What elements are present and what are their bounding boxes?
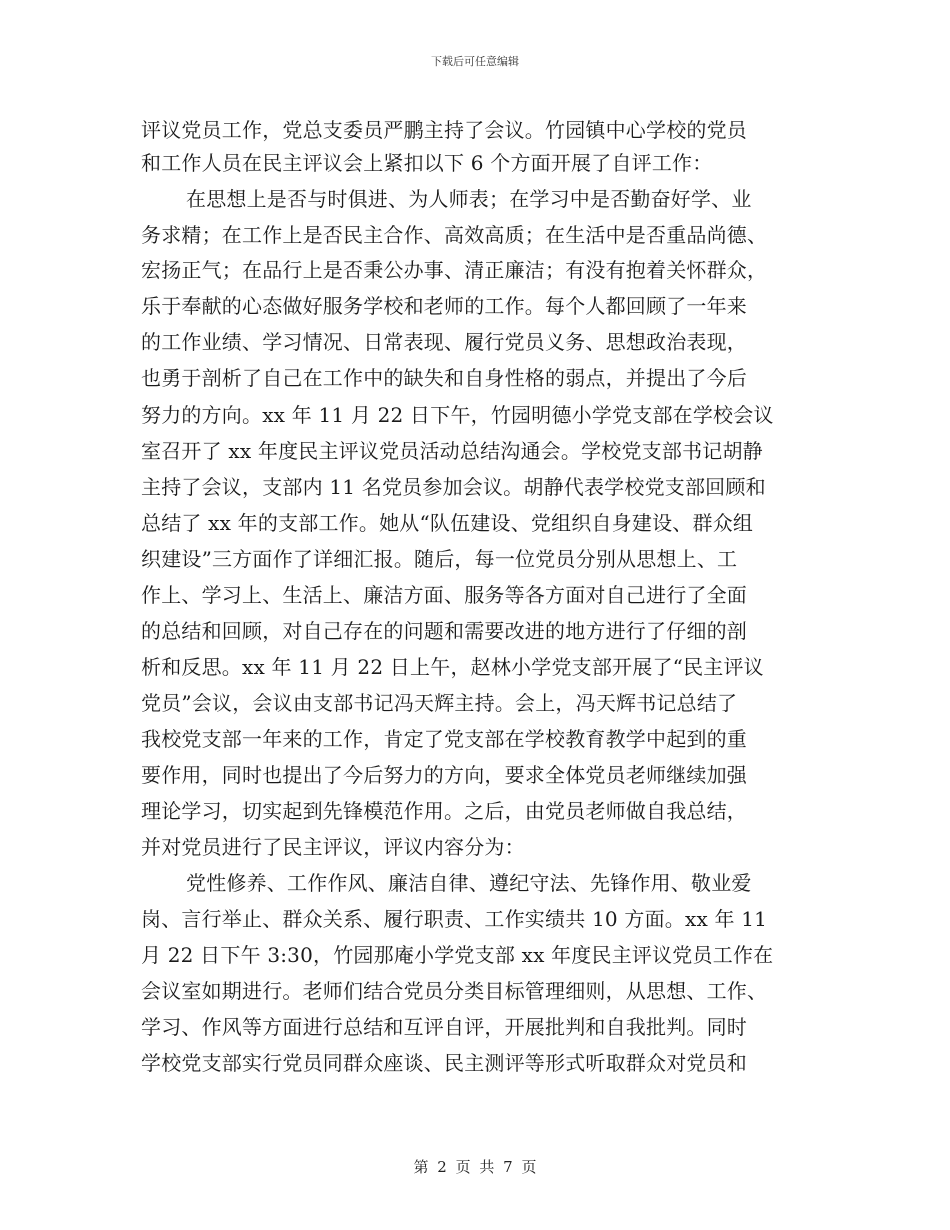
text-line: 理论学习，切实起到先锋模范作用。之后，由党员老师做自我总结， (141, 799, 747, 823)
text-line: 务求精；在工作上是否民主合作、高效高质；在生活中是否重品尚德、 (141, 223, 768, 247)
text-line: 努力的方向。xx 年 11 月 22 日下午，竹园明德小学党支部在学校会议 (141, 403, 774, 427)
text-line: 我校党支部一年来的工作，肯定了党支部在学校教育教学中起到的重 (141, 727, 747, 751)
text-line: 的总结和回顾，对自己存在的问题和需要改进的地方进行了仔细的剖 (141, 619, 747, 643)
text-line: 析和反思。xx 年 11 月 22 日上午，赵林小学党支部开展了“民主评议 (141, 655, 764, 679)
text-line: 乐于奉献的心态做好服务学校和老师的工作。每个人都回顾了一年来 (141, 294, 747, 318)
text-line: 党性修养、工作作风、廉洁自律、遵纪守法、先锋作用、敬业爱 (186, 871, 752, 895)
text-line: 宏扬正气；在品行上是否秉公办事、清正廉洁；有没有抱着关怀群众， (141, 258, 768, 282)
text-line: 作上、学习上、生活上、廉洁方面、服务等各方面对自己进行了全面 (141, 583, 747, 607)
text-line: 评议党员工作，党总支委员严鹏主持了会议。竹园镇中心学校的党员 (141, 118, 747, 142)
text-line: 的工作业绩、学习情况、日常表现、履行党员义务、思想政治表现， (141, 330, 747, 354)
text-line: 总结了 xx 年的支部工作。她从“队伍建设、党组织自身建设、群众组 (141, 511, 754, 535)
page-footer: 第 2 页 共 7 页 (413, 1158, 537, 1176)
text-line: 会议室如期进行。老师们结合党员分类目标管理细则，从思想、工作、 (141, 979, 768, 1003)
text-line: 党员”会议，会议由支部书记冯天辉主持。会上，冯天辉书记总结了 (141, 691, 738, 715)
text-line: 月 22 日下午 3:30，竹园那庵小学党支部 xx 年度民主评议党员工作在 (141, 943, 774, 967)
text-line: 也勇于剖析了自己在工作中的缺失和自身性格的弱点，并提出了今后 (141, 366, 747, 390)
text-line: 岗、言行举止、群众关系、履行职责、工作实绩共 10 方面。xx 年 11 (141, 907, 768, 931)
text-line: 室召开了 xx 年度民主评议党员活动总结沟通会。学校党支部书记胡静 (141, 439, 763, 463)
page-header: 下载后可任意编辑 (431, 55, 519, 68)
text-line: 和工作人员在民主评议会上紧扣以下 6 个方面开展了自评工作： (141, 151, 713, 175)
text-line: 织建设”三方面作了详细汇报。随后，每一位党员分别从思想上、工 (141, 547, 738, 571)
text-line: 主持了会议，支部内 11 名党员参加会议。胡静代表学校党支部回顾和 (141, 475, 766, 499)
text-line: 在思想上是否与时俱进、为人师表；在学习中是否勤奋好学、业 (186, 187, 752, 211)
text-line: 并对党员进行了民主评议，评议内容分为： (141, 835, 525, 859)
text-line: 要作用，同时也提出了今后努力的方向，要求全体党员老师继续加强 (141, 763, 747, 787)
text-line: 学校党支部实行党员同群众座谈、民主测评等形式听取群众对党员和 (141, 1051, 747, 1075)
text-line: 学习、作风等方面进行总结和互评自评，开展批判和自我批判。同时 (141, 1015, 747, 1039)
